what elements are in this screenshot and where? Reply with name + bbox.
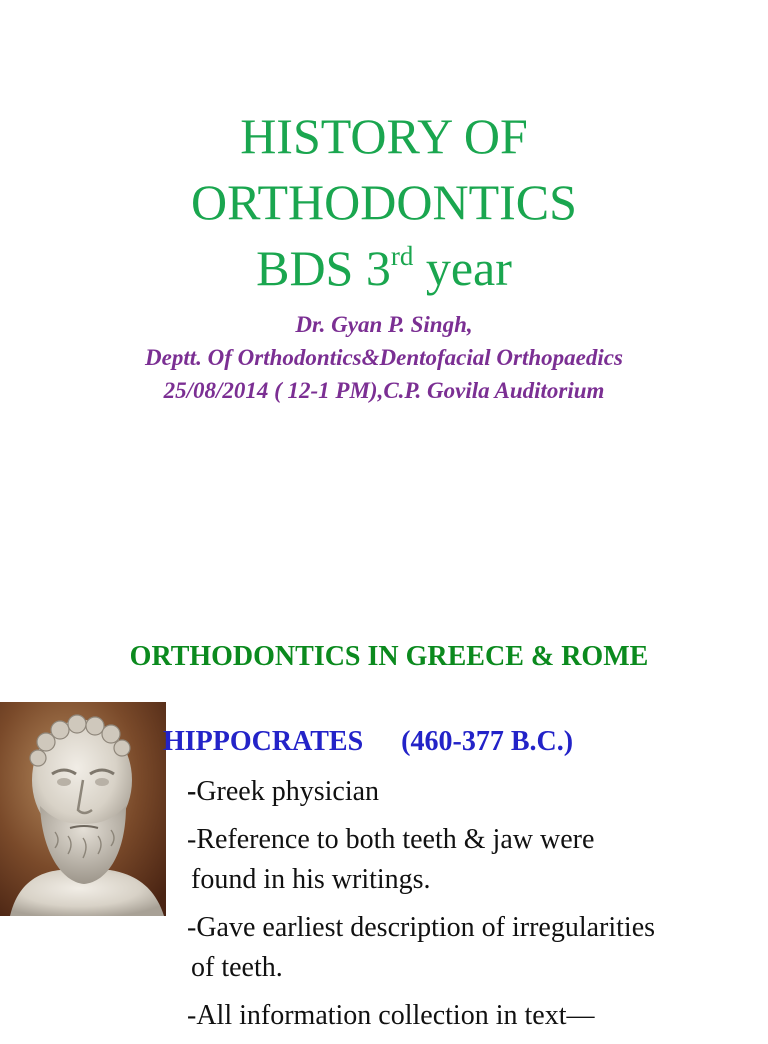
bullet-list bbox=[187, 772, 768, 1044]
slide-title bbox=[0, 103, 768, 309]
bullet-item bbox=[187, 996, 768, 1036]
hippocrates-bust-image bbox=[0, 702, 166, 916]
title-ordinal-suffix: rd bbox=[390, 241, 414, 271]
title-year-word: year bbox=[413, 240, 512, 296]
title-course: BDS 3 bbox=[256, 240, 391, 296]
bullet-text: Gave earliest description of irregularities bbox=[196, 912, 656, 943]
bullet-text-continued: of teeth. bbox=[191, 952, 283, 983]
bullet-text: Reference to both teeth & jaw were bbox=[196, 824, 595, 855]
person-heading bbox=[163, 722, 573, 762]
bullet-dash: - bbox=[187, 1000, 197, 1031]
date-venue: 25/08/2014 ( 12-1 PM),C.P. Govila Auditorium bbox=[163, 378, 605, 403]
person-dates: (460-377 B.C.) bbox=[401, 726, 574, 757]
bullet-item bbox=[187, 772, 768, 812]
person-name: HIPPOCRATES bbox=[163, 726, 364, 757]
bullet-text: All information collection in text— bbox=[196, 1000, 595, 1031]
presenter-name: Dr. Gyan P. Singh, bbox=[295, 312, 473, 337]
bullet-item bbox=[187, 820, 768, 900]
title-line-2: ORTHODONTICS bbox=[191, 174, 577, 230]
bullet-dash: - bbox=[187, 912, 197, 943]
section-heading: ORTHODONTICS IN GREECE & ROME bbox=[129, 641, 649, 672]
bullet-dash: - bbox=[187, 776, 197, 807]
title-line-3 bbox=[0, 235, 768, 309]
bullet-text-continued: found in his writings. bbox=[191, 864, 431, 895]
department-name: Deptt. Of Orthodontics&Dentofacial Orthopaedics bbox=[145, 345, 623, 370]
bullet-item bbox=[187, 908, 768, 988]
presenter-info bbox=[0, 308, 768, 407]
bullet-text: Greek physician bbox=[196, 776, 380, 807]
title-line-1: HISTORY OF bbox=[240, 108, 528, 164]
bullet-dash: - bbox=[187, 824, 197, 855]
